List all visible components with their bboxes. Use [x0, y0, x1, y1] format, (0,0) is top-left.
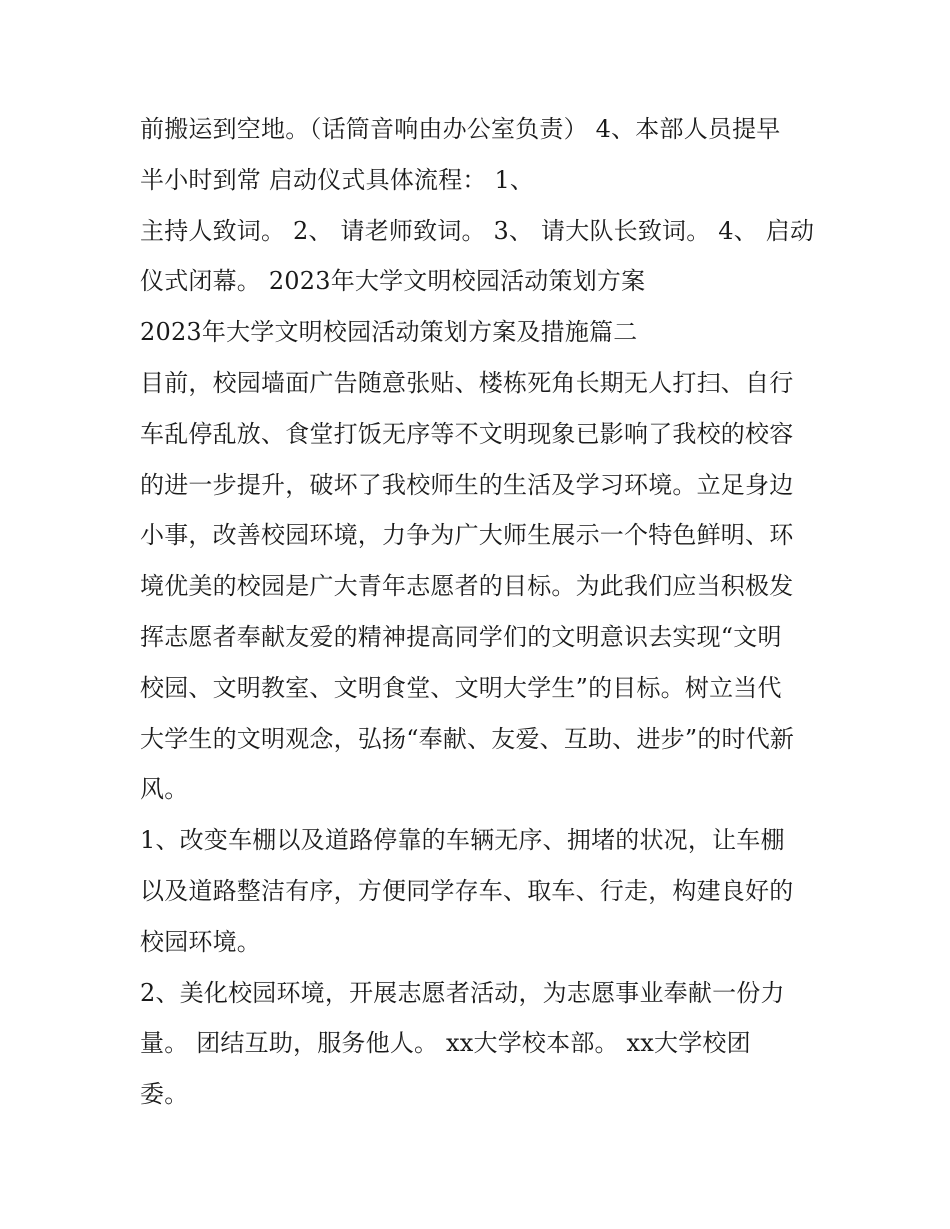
text-line-1: 前搬运到空地。（话筒音响由办公室负责） 4、本部人员提早: [140, 115, 781, 143]
section-heading: 2023年大学文明校园活动策划方案及措施篇二: [140, 318, 638, 347]
text-line-12: 校园、文明教室、文明食堂、文明大学生”的目标。树立当代: [140, 673, 782, 702]
text-line-18: 2、美化校园环境，开展志愿者活动，为志愿事业奉献一份力: [140, 978, 785, 1007]
text-line-15: 1、改变车棚以及道路停靠的车辆无序、拥堵的状况，让车棚: [140, 826, 785, 855]
text-line-6: 目前，校园墙面广告随意张贴、楼栋死角长期无人打扫、自行: [140, 368, 794, 397]
text-line-10: 境优美的校园是广大青年志愿者的目标。为此我们应当积极发: [140, 572, 794, 601]
text-line-16: 以及道路整洁有序，方便同学存车、取车、行走，构建良好的: [140, 876, 794, 905]
text-line-2: 半小时到常 启动仪式具体流程： 1、: [140, 165, 535, 194]
text-line-11: 挥志愿者奉献友爱的精神提高同学们的文明意识去实现“文明: [140, 622, 782, 651]
text-line-9: 小事，改善校园环境，力争为广大师生展示一个特色鲜明、环: [140, 521, 794, 550]
text-line-17: 校园环境。: [140, 927, 261, 956]
text-line-7: 车乱停乱放、食堂打饭无序等不文明现象已影响了我校的校容: [140, 419, 794, 448]
text-line-14: 风。: [140, 775, 189, 804]
document-body: [140, 104, 820, 1120]
text-line-13: 大学生的文明观念，弘扬“奉献、友爱、互助、进步”的时代新: [140, 724, 795, 753]
text-line-20: 委。: [140, 1080, 189, 1109]
text-line-4: 仪式闭幕。 2023年大学文明校园活动策划方案: [140, 267, 646, 296]
text-line-19: 量。 团结互助，服务他人。 xx大学校本部。 xx大学校团: [140, 1029, 751, 1058]
text-line-8: 的进一步提升，破坏了我校师生的生活及学习环境。立足身边: [140, 470, 794, 499]
text-line-3: 主持人致词。 2、 请老师致词。 3、 请大队长致词。 4、 启动: [140, 216, 815, 245]
